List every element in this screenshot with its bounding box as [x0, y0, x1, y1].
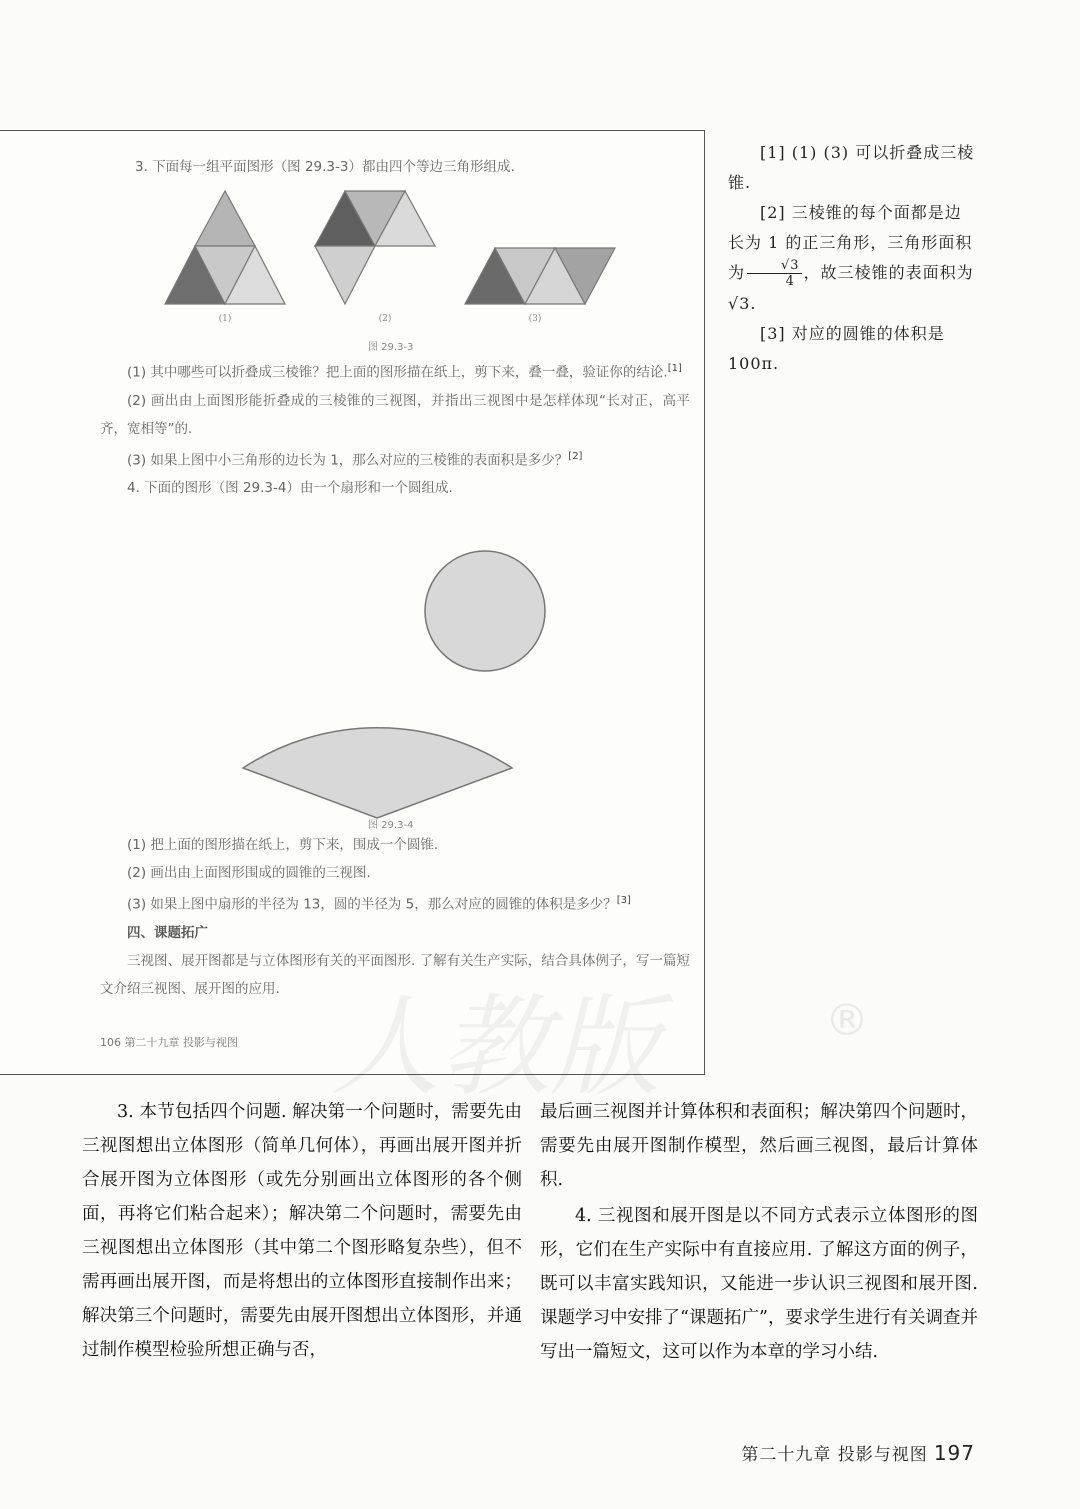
body-para-4: 4. 三视图和展开图是以不同方式表示立体图形的图形，它们在生产实际中有直接应用. 了解这方面的例子，既可以丰富实践知识，又能进一步认识三视图和展开图. 课题学习中安排了“课题拓广”，要求学生进行有关调查并写出一篇短文，这可以作为本章的学习小结.	[540, 1206, 978, 1362]
q3-questions	[100, 355, 690, 502]
embedded-textbook-page	[0, 130, 705, 1075]
fig-label-3: (3)	[528, 314, 542, 324]
net-2	[315, 191, 435, 304]
fig1-caption: 图 29.3-3	[368, 342, 414, 353]
sqrt3-over-4-fraction	[747, 258, 802, 289]
fig-label-2: (2)	[378, 314, 392, 324]
q4-part1: (1) 把上面的图形描在纸上，剪下来，围成一个圆锥.	[127, 837, 439, 853]
body-column-left	[82, 1095, 522, 1367]
side-note-2-text-a: [2] 三棱锥的每个面都是边长为 1 的正三角形，三角形面积为	[728, 203, 973, 282]
sector-circle-figure	[230, 546, 550, 846]
side-notes	[728, 138, 978, 379]
triangle-nets-figure	[150, 186, 640, 346]
q4-part3: (3) 如果上图中扇形的半径为 13，圆的半径为 5，那么对应的圆锥的体积是多少？	[127, 896, 617, 913]
q4-questions	[100, 831, 690, 1003]
fraction-denominator: 4	[785, 274, 795, 289]
cone-base-circle	[425, 551, 545, 671]
chapter-title: 第二十九章 投影与视图	[741, 1445, 928, 1465]
page-number: 197	[933, 1441, 975, 1465]
side-note-2	[728, 198, 978, 319]
section-body: 三视图、展开图都是与立体图形有关的平面图形. 了解有关生产实际，结合具体例子，写一篇短文介绍三视图、展开图的应用.	[100, 952, 690, 997]
section-title: 四、课题拓广	[127, 924, 208, 941]
fig2-caption: 图 29.3-4	[368, 820, 414, 831]
q3-part1: (1) 其中哪些可以折叠成三棱锥？把上面的图形描在纸上，剪下来，叠一叠，验证你的结论.	[127, 364, 668, 381]
net-3	[465, 248, 615, 304]
body-column-right	[540, 1095, 978, 1369]
publisher-watermark	[310, 985, 870, 1095]
registered-mark: ®	[825, 995, 869, 1046]
body-para-3: 3. 本节包括四个问题. 解决第一个问题时，需要先由三视图想出立体图形（简单几何体），再画出展开图并折合展开图为立体图形（或先分别画出立体图形的各个侧面，再将它们粘合起来）；解决第二个问题时，需要先由三视图想出立体图形（其中第二个图形略复杂些），但不需再画出展开图，而是将想出的立体图形直接制作出来；解决第三个问题时，需要先由展开图想出立体图形，并通过制作模型检验所想正确与否，	[82, 1102, 522, 1360]
cone-lateral-sector	[243, 728, 512, 818]
ref-marker-3: [3]	[616, 895, 631, 906]
q3-intro: 3. 下面每一组平面图形（图 29.3-3）都由四个等边三角形组成.	[135, 159, 515, 175]
q3-part2: (2) 画出由上面图形能折叠成的三棱锥的三视图，并指出三视图中是怎样体现“长对正，高平齐，宽相等”的.	[100, 392, 690, 437]
body-para-3-cont: 最后画三视图并计算体积和表面积；解决第四个问题时，需要先由展开图制作模型，然后画三视图，最后计算体积.	[540, 1102, 978, 1190]
side-note-1: [1] (1) (3) 可以折叠成三棱锥.	[728, 143, 975, 192]
watermark-text: 人教版	[330, 985, 660, 1095]
fig-label-1: (1)	[218, 314, 232, 324]
page-footer	[741, 1440, 975, 1465]
q4-intro: 4. 下面的图形（图 29.3-4）由一个扇形和一个圆组成.	[127, 480, 453, 496]
inset-page-footer: 106 第二十九章 投影与视图	[100, 1036, 238, 1049]
q4-part2: (2) 画出由上面图形围成的圆锥的三视图.	[127, 865, 371, 881]
q3-part3: (3) 如果上图中小三角形的边长为 1，那么对应的三棱锥的表面积是多少？	[127, 452, 569, 468]
fraction-numerator: √3	[747, 258, 802, 274]
side-note-3: [3] 对应的圆锥的体积是 100π.	[728, 324, 945, 373]
ref-marker-2: [2]	[568, 450, 583, 462]
net-1	[165, 191, 285, 304]
ref-marker-1: [1]	[667, 363, 682, 374]
side-note-2-text-b: ，故三棱锥的表面积为√3.	[728, 263, 974, 313]
